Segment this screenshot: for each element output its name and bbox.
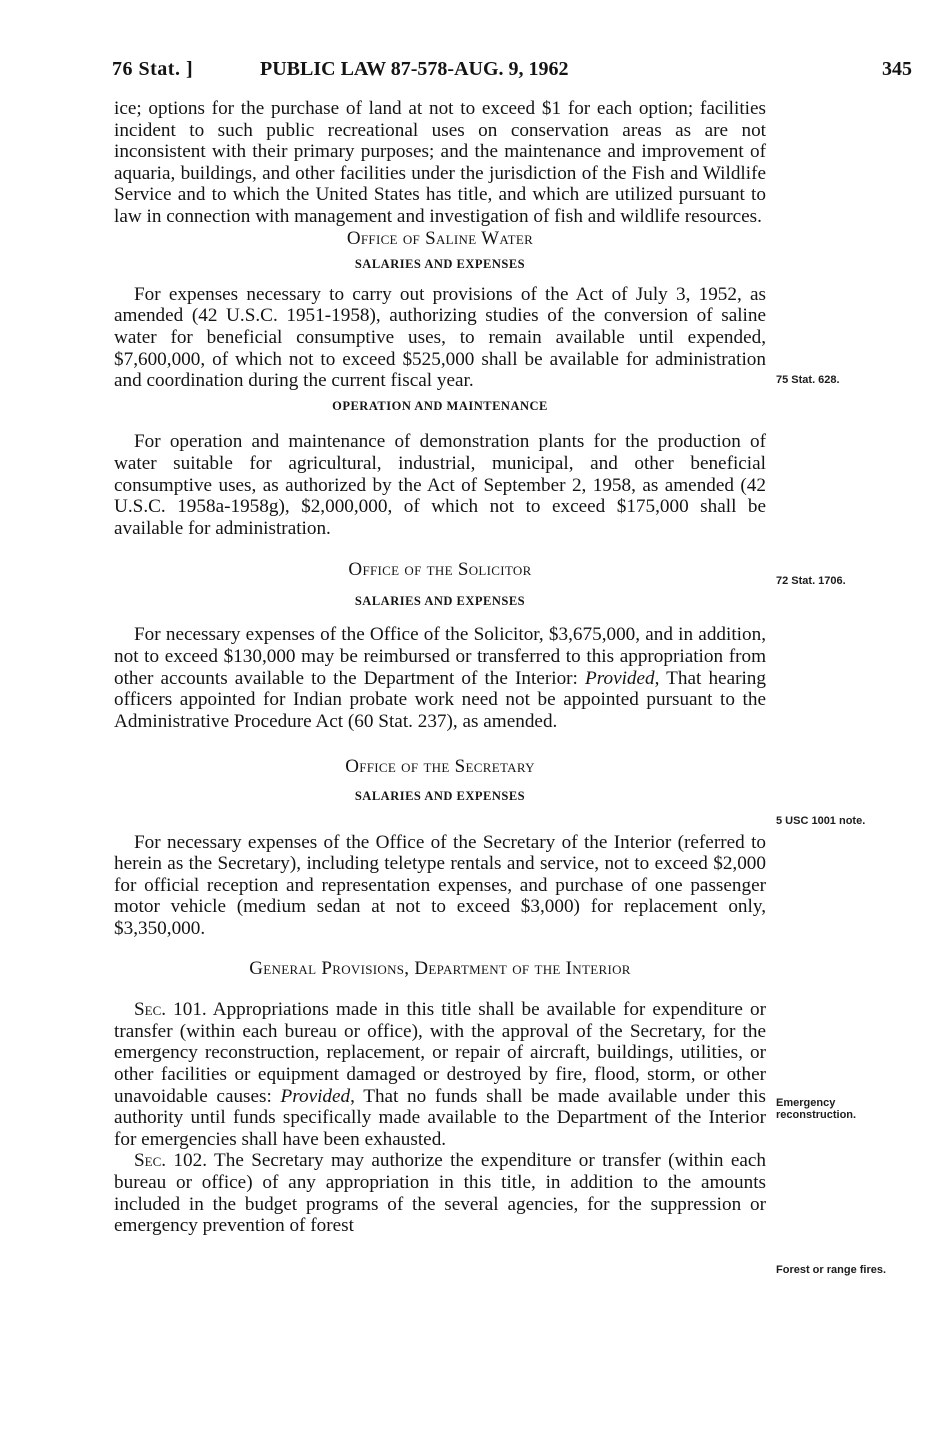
section-101-text-a: Appropriations made in this title shall be available for expenditure or transfer (within each bureau or office), with the approval of the Secretary, for the emergency reconstruction, replacement, or repair of aircraft, buildings, utilities, or other facilities or equipment damaged or destroyed by fire, flood, storm, or other unavoidable causes: xyxy=(114,999,766,1107)
section-102-label: Sec. 102. xyxy=(134,1150,208,1172)
margin-note-72-stat-1706: 72 Stat. 1706. xyxy=(776,575,846,587)
secretary-heading: Office of the Secretary xyxy=(345,756,535,778)
page-number: 345 xyxy=(882,58,912,80)
section-101-label: Sec. 101. xyxy=(134,999,207,1021)
solicitor-heading: Office of the Solicitor xyxy=(348,559,532,581)
margin-note-forest-fires: Forest or range fires. xyxy=(776,1264,887,1276)
page-header xyxy=(112,58,912,86)
secretary-paragraph: For necessary expenses of the Office of the Secretary of the Interior (referred to herein as the Secretary), including teletype rentals and service, not to exceed $2,000 for official reception and representation expenses, and purchase of one passenger motor vehicle (medium sedan at not to exceed $3,000) for replacement only, $3,350,000. xyxy=(114,831,766,939)
section-102 xyxy=(114,1150,766,1236)
intro-paragraph: ice; options for the purchase of land at not to exceed $1 for each option; facilities incident to such public recreational uses on conservation areas as are not inconsistent with their primary purposes; and the maintenance and improvement of aquaria, buildings, and other facilities under the jurisdiction of the Fish and Wildlife Service and to which the United States has title, and which are utilized pursuant to law in connection with management and investigation of fish and wildlife resources. xyxy=(114,98,766,227)
saline-heading: Office of Saline Water xyxy=(346,227,534,249)
saline-operation-paragraph: For operation and maintenance of demonstration plants for the production of water suitable for agricultural, industrial, municipal, and other beneficial consumptive uses, as authorized by the Act of September 2, 1958, as amended (42 U.S.C. 1958a-1958g), $2,000,000, of which not to exceed $175,000 shall be available for administration. xyxy=(114,431,766,539)
saline-operation-subheading: OPERATION AND MAINTENANCE xyxy=(332,398,548,413)
secretary-subheading: SALARIES AND EXPENSES xyxy=(354,789,526,804)
section-102-text: The Secretary may authorize the expenditure or transfer (within each bureau or office) of any appropriation in this title, in addition to the amounts included in the budget programs of the several agencies, for the suppression or emergency prevention of forest xyxy=(114,1150,766,1237)
general-provisions-heading: General Provisions, Department of the Interior xyxy=(249,957,631,979)
solicitor-proviso: Provided xyxy=(585,667,655,689)
margin-note-75-stat-628: 75 Stat. 628. xyxy=(776,374,840,386)
law-title: PUBLIC LAW 87-578-AUG. 9, 1962 xyxy=(260,58,569,80)
section-101 xyxy=(114,999,766,1150)
margin-note-5-usc-1001: 5 USC 1001 note. xyxy=(776,815,866,827)
saline-salaries-paragraph: For expenses necessary to carry out provisions of the Act of July 3, 1952, as amended (42 U.S.C. 1951-1958), authorizing studies of the conversion of saline water for beneficial consumptive uses, to remain available until expended, $7,600,000, of which not to exceed $525,000 shall be available for administration and coordination during the current fiscal year. xyxy=(114,283,766,392)
section-101-text-b: , That no funds shall be made available under this authority until funds specifically made available to the Department of the Interior for emergencies shall have been exhausted. xyxy=(114,1085,766,1150)
solicitor-paragraph xyxy=(114,624,766,732)
section-101-proviso: Provided xyxy=(280,1085,351,1107)
body-text xyxy=(114,98,766,1237)
saline-salaries-subheading: SALARIES AND EXPENSES xyxy=(354,257,526,272)
stat-volume: 76 Stat. ] xyxy=(112,58,194,80)
solicitor-text-b: , That hearing officers appointed for Indian probate work need not be appointed pursuant to the Administrative Procedure Act (60 Stat. 237), as amended. xyxy=(114,667,766,732)
solicitor-text-a: For necessary expenses of the Office of the Solicitor, $3,675,000, and in addition, not to exceed $130,000 may be reimbursed or transferred to this appropriation from other accounts available to the Department of the Interior: xyxy=(114,624,766,689)
solicitor-subheading: SALARIES AND EXPENSES xyxy=(354,593,526,608)
margin-note-emergency-reconstruction: Emergency reconstruction. xyxy=(776,1097,857,1121)
